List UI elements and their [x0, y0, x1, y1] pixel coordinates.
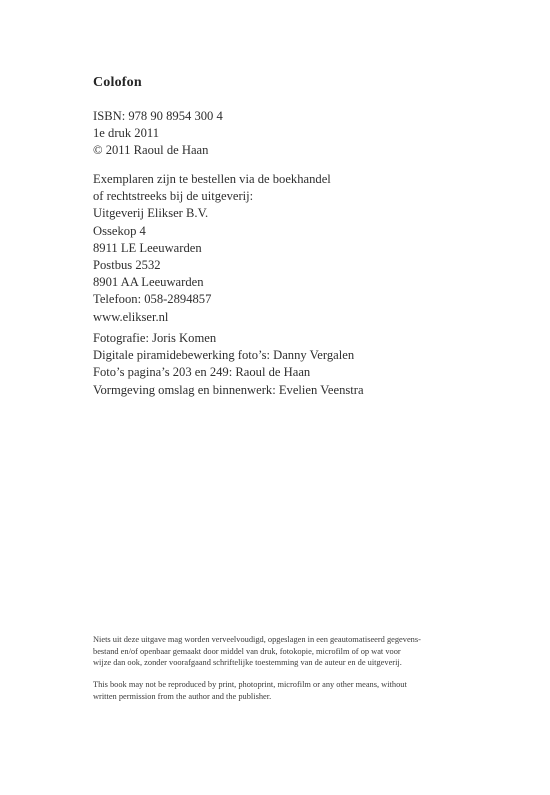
publisher-city: 8911 LE Leeuwarden — [93, 240, 202, 255]
copyright-notice-dutch — [93, 634, 457, 669]
copyright-notice-english — [93, 679, 457, 702]
copyright-line: © 2011 Raoul de Haan — [93, 143, 209, 158]
order-info-line: of rechtstreeks bij de uitgeverij: — [93, 189, 254, 204]
notice-line: written permission from the author and the publisher. — [93, 691, 272, 701]
credits — [93, 330, 364, 399]
credit-line: Digitale piramidebewerking foto’s: Danny Vergalen — [93, 348, 355, 363]
notice-line: bestand en/of openbaar gemaakt door middel van druk, fotokopie, microfilm of op wat voor — [93, 646, 401, 656]
notice-line: wijze dan ook, zonder voorafgaand schriftelijke toestemming van de auteur en de uitgeverij. — [93, 658, 402, 668]
publisher-website: www.elikser.nl — [93, 309, 169, 324]
publisher-po-city: 8901 AA Leeuwarden — [93, 275, 204, 290]
publisher-street: Ossekop 4 — [93, 223, 146, 238]
credit-line: Fotografie: Joris Komen — [93, 331, 217, 345]
publisher-po-box: Postbus 2532 — [93, 258, 161, 273]
colophon-title: Colofon — [93, 75, 142, 90]
publisher-name: Uitgeverij Elikser B.V. — [93, 206, 209, 221]
publisher-phone: Telefoon: 058-2894857 — [93, 292, 212, 307]
credit-line: Vormgeving omslag en binnenwerk: Evelien Veenstra — [93, 382, 364, 397]
edition-line: 1e druk 2011 — [93, 126, 159, 141]
credit-line: Foto’s pagina’s 203 en 249: Raoul de Haan — [93, 365, 311, 380]
notice-line: Niets uit deze uitgave mag worden verveelvoudigd, opgeslagen in een geautomatiseerd gegevens- — [93, 635, 421, 644]
isbn-line: ISBN: 978 90 8954 300 4 — [93, 109, 223, 123]
notice-line: This book may not be reproduced by print, photoprint, microfilm or any other means, without — [93, 680, 407, 689]
publication-meta — [93, 108, 223, 160]
order-info-line: Exemplaren zijn te bestellen via de boekhandel — [93, 172, 331, 186]
publisher-contact — [93, 171, 331, 326]
